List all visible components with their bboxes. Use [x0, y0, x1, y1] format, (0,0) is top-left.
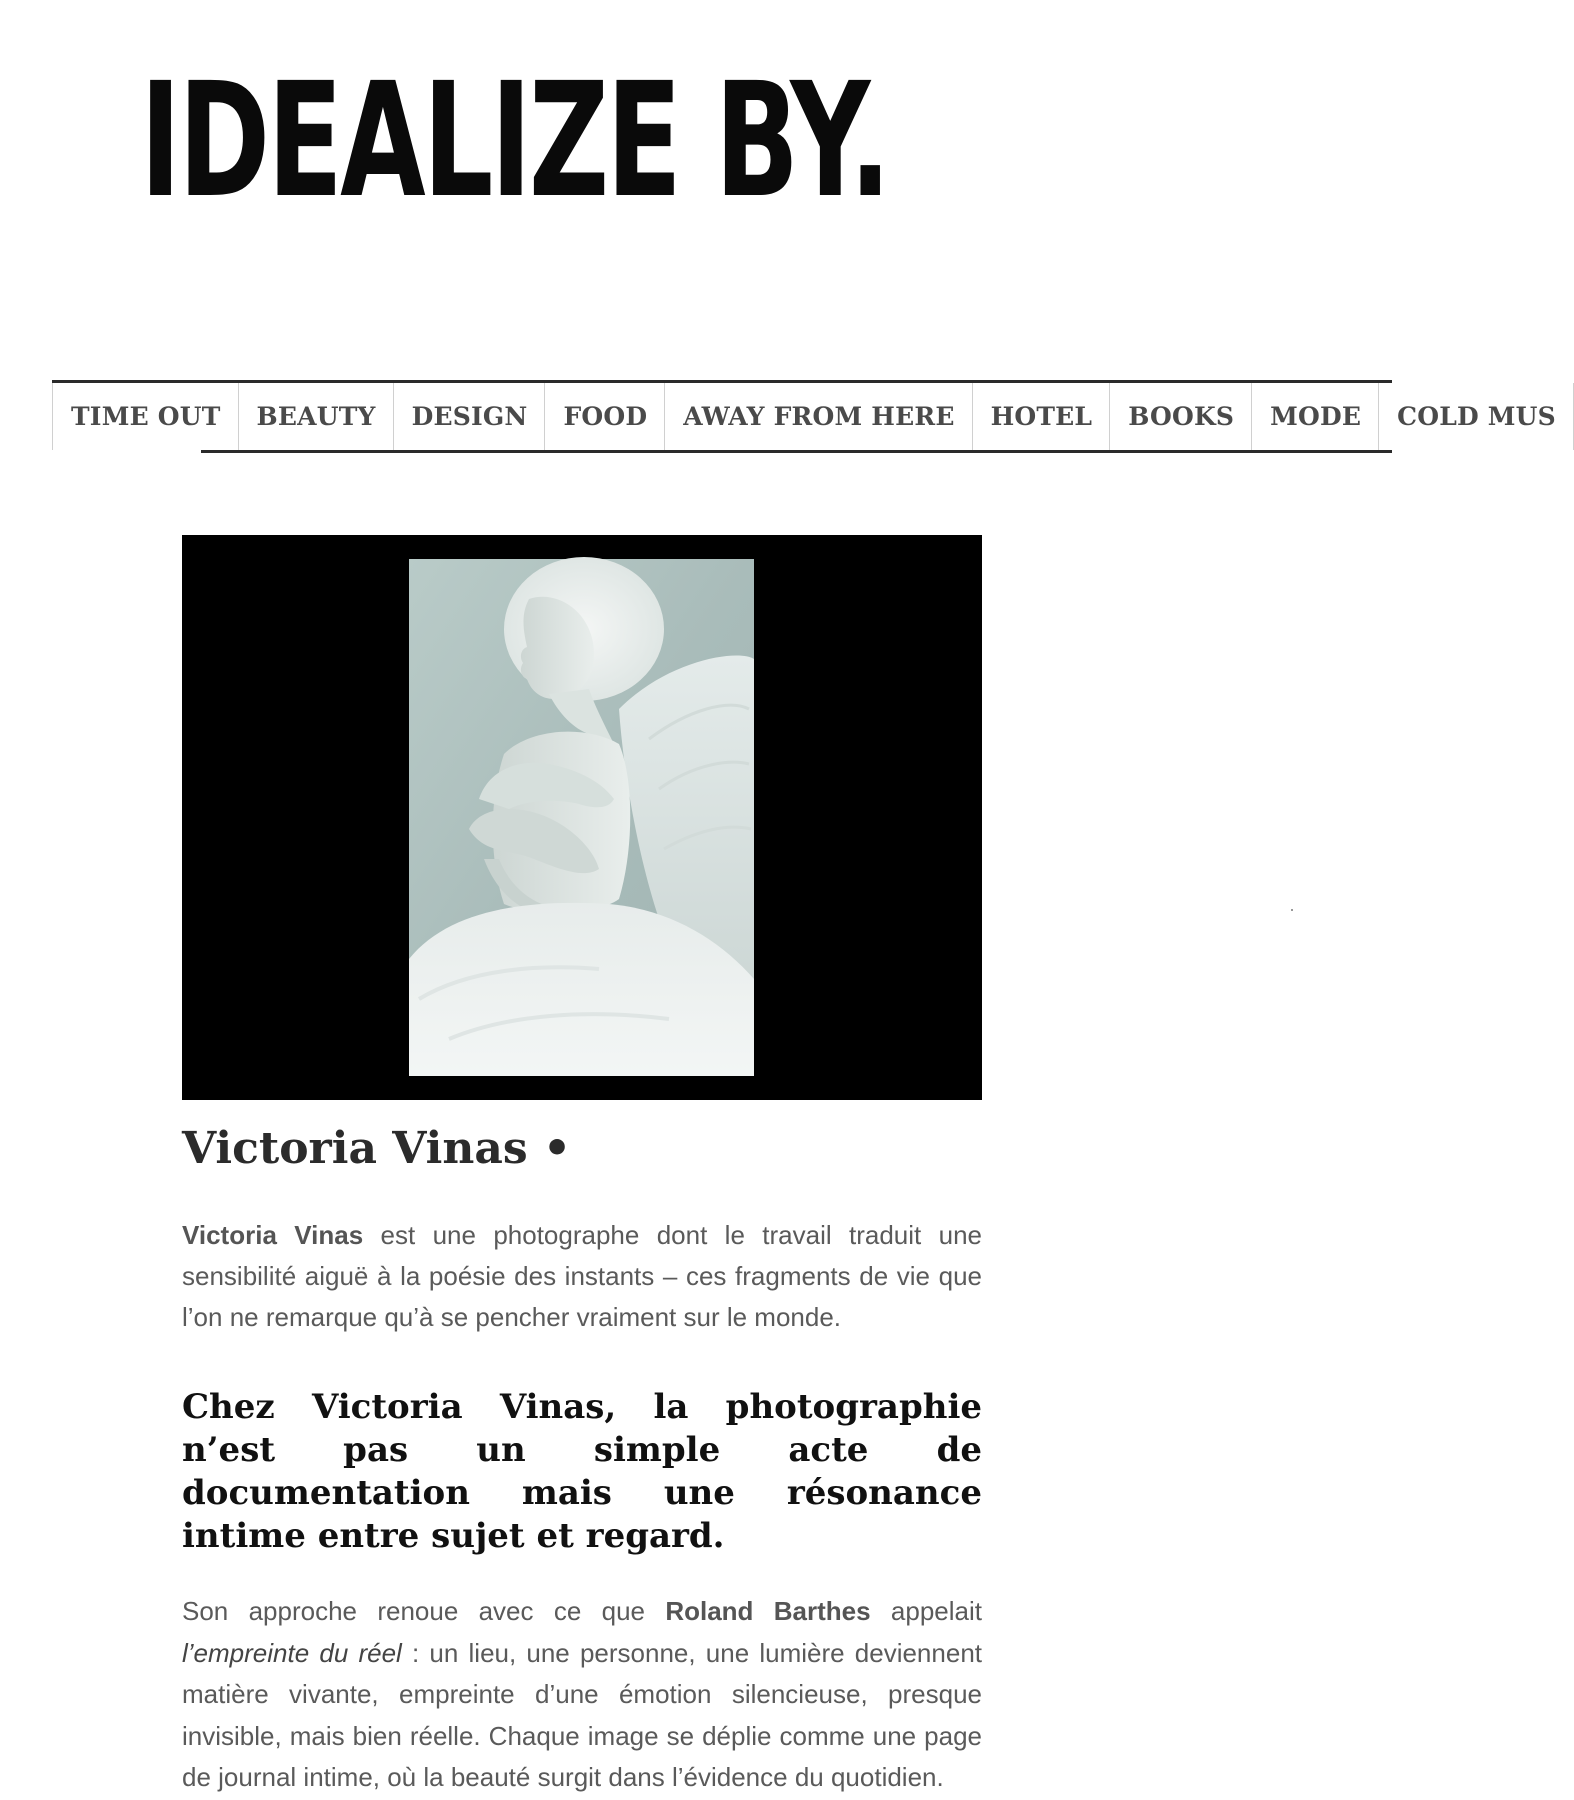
lead-name: Victoria Vinas: [182, 1220, 364, 1251]
body-emphasis: l’empreinte du réel: [182, 1637, 402, 1668]
nav-item-mode[interactable]: MODE: [1252, 383, 1379, 450]
article: [182, 535, 982, 1799]
nav-item-design[interactable]: DESIGN: [394, 383, 546, 450]
nav-item-beauty[interactable]: BEAUTY: [239, 383, 394, 450]
nav-item-away-from-here[interactable]: AWAY FROM HERE: [665, 383, 972, 450]
body-text-1: Son approche renoue avec ce que: [182, 1596, 666, 1627]
article-title: Victoria Vinas •: [182, 1123, 572, 1174]
body-text-2: appelait: [870, 1596, 982, 1627]
body-text-3: : un lieu, une personne, une lumière deviennent matière vivante, empreinte d’une émotion silencieuse, presque invisible, mais bien réelle. Chaque image se déplie comme une page de journal intime, où la beauté surgit dans l’évidence du quotidien.: [182, 1637, 982, 1793]
article-subheading: Chez Victoria Vinas, la photographie n’est pas un simple acte de documentation mais une résonance intime entre sujet et regard.: [182, 1387, 982, 1557]
main-navigation: [52, 380, 1556, 453]
article-lead: [182, 1215, 982, 1338]
nav-menu: [52, 383, 1574, 450]
site-logo[interactable]: IDEALIZE BY.: [140, 49, 889, 233]
decorative-dot: [1291, 909, 1293, 911]
hero-photo[interactable]: [409, 559, 754, 1076]
nav-item-books[interactable]: BOOKS: [1110, 383, 1252, 450]
body-name: Roland Barthes: [665, 1596, 871, 1627]
article-body-paragraph: [182, 1591, 982, 1799]
nav-item-hotel[interactable]: HOTEL: [973, 383, 1111, 450]
hero-image-frame: [182, 535, 982, 1100]
nav-item-time-out[interactable]: TIME OUT: [52, 383, 239, 450]
nav-item-cold-mus[interactable]: COLD MUS: [1379, 383, 1574, 450]
lead-text: est une photographe dont le travail traduit une sensibilité aiguë à la poésie des instants – ces fragments de vie que l’on ne remarque qu’à se pencher vraiment sur le monde.: [182, 1220, 982, 1333]
nav-item-food[interactable]: FOOD: [545, 383, 665, 450]
nav-divider-bottom: [201, 450, 1392, 453]
